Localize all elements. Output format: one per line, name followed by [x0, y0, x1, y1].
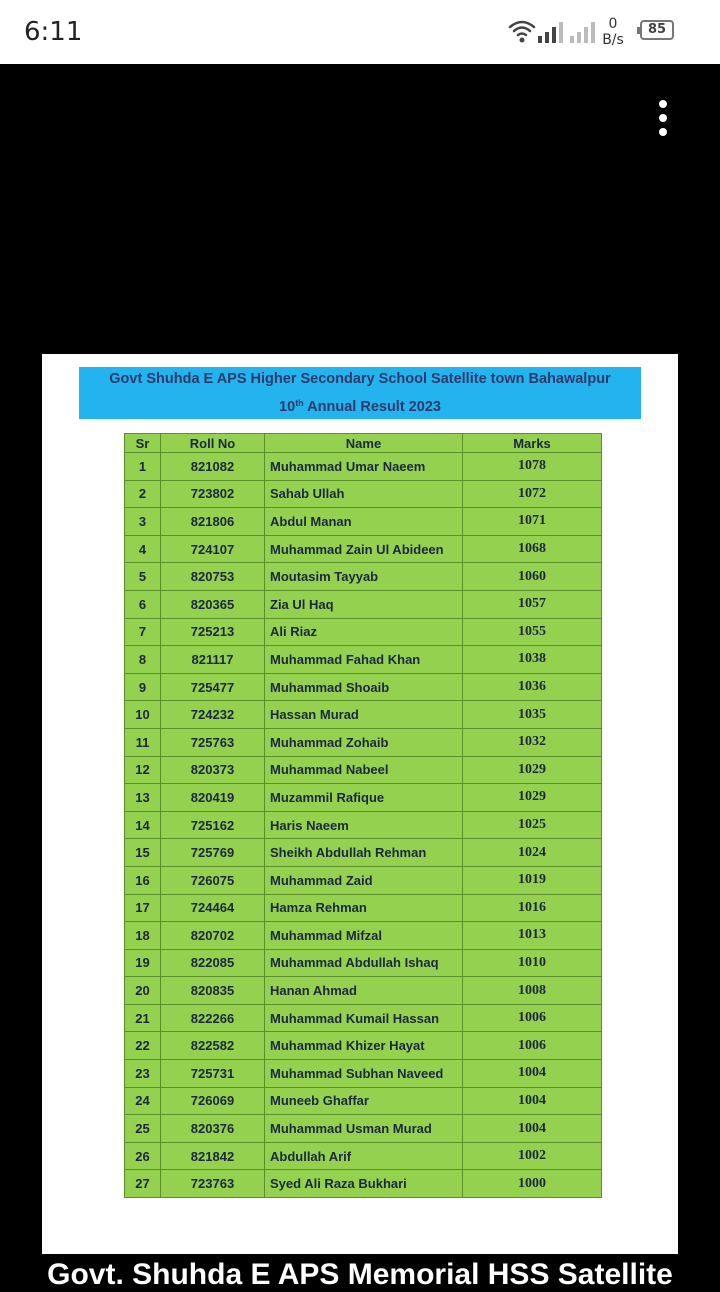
cell-sr: 9 [125, 673, 161, 701]
cell-sr: 19 [125, 949, 161, 977]
signal-icon [538, 22, 564, 44]
cell-roll-no: 822582 [161, 1032, 265, 1060]
cell-name: Muhammad Abdullah Ishaq [265, 949, 463, 977]
table-row [125, 784, 602, 812]
post-caption: Govt. Shuhda E APS Memorial HSS Satellite [47, 1258, 673, 1291]
cell-roll-no: 822266 [161, 1004, 265, 1032]
wifi-icon [508, 18, 536, 44]
cell-sr: 14 [125, 811, 161, 839]
table-row [125, 977, 602, 1005]
cell-sr: 20 [125, 977, 161, 1005]
table-row [125, 453, 602, 481]
school-title: Govt Shuhda E APS Higher Secondary School Satellite town Bahawalpur [109, 371, 611, 387]
result-title [79, 398, 641, 415]
cell-roll-no: 820365 [161, 590, 265, 618]
result-suffix: Annual Result 2023 [303, 399, 441, 415]
cell-roll-no: 820702 [161, 922, 265, 950]
cell-name: Muhammad Subhan Naveed [265, 1060, 463, 1088]
cell-name: Muzammil Rafique [265, 784, 463, 812]
table-row [125, 618, 602, 646]
cell-sr: 6 [125, 590, 161, 618]
status-time: 6:11 [24, 17, 83, 47]
cell-sr: 1 [125, 453, 161, 481]
table-row [125, 701, 602, 729]
cell-name: Moutasim Tayyab [265, 563, 463, 591]
cell-marks: 1060 [463, 563, 602, 591]
network-speed [600, 16, 626, 48]
cell-name: Muneeb Ghaffar [265, 1087, 463, 1115]
cell-name: Sheikh Abdullah Rehman [265, 839, 463, 867]
result-document-image[interactable] [42, 354, 678, 1254]
cell-roll-no: 820419 [161, 784, 265, 812]
cell-name: Muhammad Umar Naeem [265, 453, 463, 481]
table-row [125, 1004, 602, 1032]
cell-name: Zia Ul Haq [265, 590, 463, 618]
cell-roll-no: 724464 [161, 894, 265, 922]
table-row [125, 508, 602, 536]
cell-roll-no: 725731 [161, 1060, 265, 1088]
col-header-marks: Marks [463, 434, 602, 453]
cell-sr: 12 [125, 756, 161, 784]
cell-name: Muhammad Fahad Khan [265, 646, 463, 674]
cell-name: Hassan Murad [265, 701, 463, 729]
table-row [125, 866, 602, 894]
cell-roll-no: 726069 [161, 1087, 265, 1115]
cell-roll-no: 725763 [161, 728, 265, 756]
cell-marks: 1000 [463, 1170, 602, 1198]
table-row [125, 811, 602, 839]
cell-name: Muhammad Zohaib [265, 728, 463, 756]
cell-marks: 1006 [463, 1004, 602, 1032]
cell-sr: 4 [125, 535, 161, 563]
cell-roll-no: 821806 [161, 508, 265, 536]
cell-sr: 7 [125, 618, 161, 646]
cell-marks: 1024 [463, 839, 602, 867]
cell-name: Sahab Ullah [265, 480, 463, 508]
cell-name: Muhammad Usman Murad [265, 1115, 463, 1143]
cell-sr: 3 [125, 508, 161, 536]
cell-name: Syed Ali Raza Bukhari [265, 1170, 463, 1198]
cell-marks: 1068 [463, 535, 602, 563]
cell-sr: 10 [125, 701, 161, 729]
cell-name: Abdul Manan [265, 508, 463, 536]
cell-sr: 18 [125, 922, 161, 950]
cell-roll-no: 725477 [161, 673, 265, 701]
cell-marks: 1004 [463, 1115, 602, 1143]
network-speed-unit: B/s [602, 32, 624, 48]
cell-sr: 17 [125, 894, 161, 922]
table-row [125, 535, 602, 563]
cell-marks: 1078 [463, 453, 602, 481]
cell-sr: 21 [125, 1004, 161, 1032]
table-row [125, 839, 602, 867]
table-row [125, 756, 602, 784]
cell-marks: 1057 [463, 590, 602, 618]
cell-roll-no: 725213 [161, 618, 265, 646]
result-table [124, 433, 602, 1198]
cell-marks: 1055 [463, 618, 602, 646]
cell-marks: 1032 [463, 728, 602, 756]
cell-sr: 13 [125, 784, 161, 812]
cell-marks: 1008 [463, 977, 602, 1005]
table-row [125, 673, 602, 701]
cell-name: Muhammad Kumail Hassan [265, 1004, 463, 1032]
cell-roll-no: 724107 [161, 535, 265, 563]
cell-marks: 1035 [463, 701, 602, 729]
table-row [125, 1142, 602, 1170]
cell-name: Muhammad Shoaib [265, 673, 463, 701]
cell-name: Muhammad Zain Ul Abideen [265, 535, 463, 563]
cell-sr: 11 [125, 728, 161, 756]
table-row [125, 1087, 602, 1115]
cell-roll-no: 725769 [161, 839, 265, 867]
cell-roll-no: 820753 [161, 563, 265, 591]
cell-marks: 1036 [463, 673, 602, 701]
cell-sr: 16 [125, 866, 161, 894]
col-header-roll-no: Roll No [161, 434, 265, 453]
col-header-name: Name [265, 434, 463, 453]
table-row [125, 1115, 602, 1143]
col-header-sr: Sr [125, 434, 161, 453]
cell-sr: 2 [125, 480, 161, 508]
cell-roll-no: 724232 [161, 701, 265, 729]
status-bar [0, 0, 720, 64]
table-row [125, 1032, 602, 1060]
table-row [125, 646, 602, 674]
table-row [125, 922, 602, 950]
cell-roll-no: 723763 [161, 1170, 265, 1198]
result-sup: th [295, 398, 304, 408]
table-row [125, 1170, 602, 1198]
table-row [125, 894, 602, 922]
table-row [125, 1060, 602, 1088]
cell-name: Hanan Ahmad [265, 977, 463, 1005]
cell-sr: 24 [125, 1087, 161, 1115]
cell-name: Haris Naeem [265, 811, 463, 839]
cell-name: Hamza Rehman [265, 894, 463, 922]
cell-sr: 15 [125, 839, 161, 867]
cell-roll-no: 821082 [161, 453, 265, 481]
cell-sr: 26 [125, 1142, 161, 1170]
cell-roll-no: 822085 [161, 949, 265, 977]
table-header-row [125, 434, 602, 453]
table-row [125, 728, 602, 756]
cell-marks: 1013 [463, 922, 602, 950]
cell-roll-no: 726075 [161, 866, 265, 894]
cell-roll-no: 820373 [161, 756, 265, 784]
cell-marks: 1016 [463, 894, 602, 922]
cell-name: Muhammad Mifzal [265, 922, 463, 950]
cell-marks: 1029 [463, 784, 602, 812]
cell-marks: 1004 [463, 1060, 602, 1088]
cell-sr: 22 [125, 1032, 161, 1060]
battery-icon: 85 [640, 20, 674, 40]
cell-marks: 1019 [463, 866, 602, 894]
cell-sr: 25 [125, 1115, 161, 1143]
table-row [125, 480, 602, 508]
cell-sr: 27 [125, 1170, 161, 1198]
cell-sr: 5 [125, 563, 161, 591]
cell-roll-no: 725162 [161, 811, 265, 839]
signal-icon-sim2 [570, 22, 596, 44]
cell-marks: 1025 [463, 811, 602, 839]
more-options-icon[interactable] [650, 100, 676, 140]
cell-roll-no: 821842 [161, 1142, 265, 1170]
network-speed-value: 0 [608, 16, 618, 32]
cell-marks: 1038 [463, 646, 602, 674]
cell-marks: 1006 [463, 1032, 602, 1060]
table-row [125, 563, 602, 591]
cell-name: Muhammad Nabeel [265, 756, 463, 784]
cell-sr: 8 [125, 646, 161, 674]
cell-name: Muhammad Zaid [265, 866, 463, 894]
table-row [125, 949, 602, 977]
cell-name: Abdullah Arif [265, 1142, 463, 1170]
cell-marks: 1010 [463, 949, 602, 977]
cell-name: Muhammad Khizer Hayat [265, 1032, 463, 1060]
cell-marks: 1004 [463, 1087, 602, 1115]
cell-roll-no: 723802 [161, 480, 265, 508]
table-row [125, 590, 602, 618]
cell-roll-no: 820376 [161, 1115, 265, 1143]
cell-marks: 1071 [463, 508, 602, 536]
cell-sr: 23 [125, 1060, 161, 1088]
cell-marks: 1072 [463, 480, 602, 508]
cell-roll-no: 820835 [161, 977, 265, 1005]
cell-name: Ali Riaz [265, 618, 463, 646]
result-prefix: 10 [279, 399, 296, 415]
document-header [79, 367, 641, 419]
cell-marks: 1029 [463, 756, 602, 784]
cell-marks: 1002 [463, 1142, 602, 1170]
cell-roll-no: 821117 [161, 646, 265, 674]
